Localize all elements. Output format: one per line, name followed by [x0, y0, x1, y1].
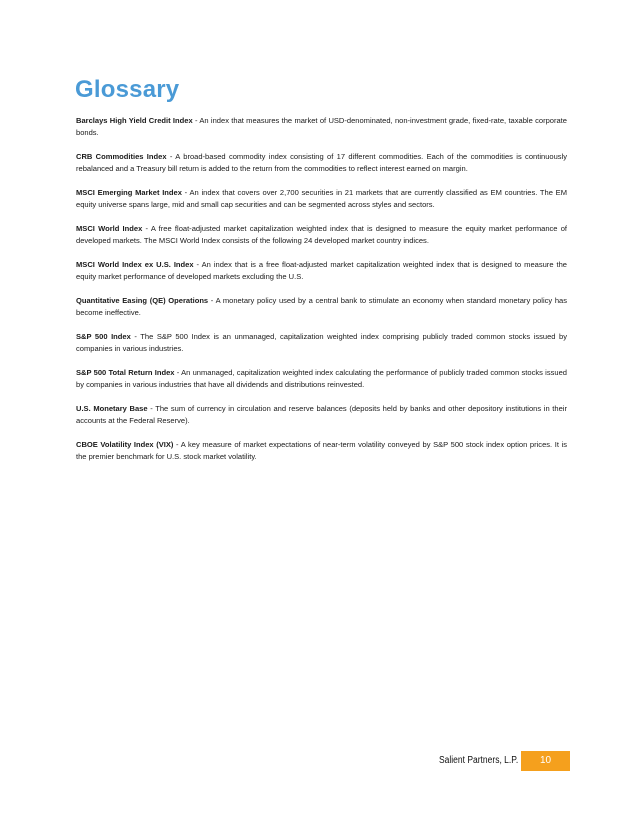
glossary-entry — [76, 295, 567, 319]
term-separator: - — [147, 404, 156, 413]
term-separator: - — [130, 332, 141, 341]
glossary-term: S&P 500 Total Return Index — [76, 368, 175, 377]
glossary-list — [76, 115, 567, 475]
glossary-term: Barclays High Yield Credit Index — [76, 116, 193, 125]
glossary-definition: A free float-adjusted market capitalization weighted index that is designed to measure the equity market performance of developed markets. The MSCI World Index consists of the following 24 developed market country indices. — [76, 224, 568, 245]
glossary-definition: An index that is a free float-adjusted market capitalization weighted index that is designed to measure the equity market performance of developed markets excluding the U.S. — [76, 260, 568, 281]
term-separator: - — [173, 440, 181, 449]
glossary-definition: A monetary policy used by a central bank to stimulate an economy when standard monetary policy has become ineffective. — [76, 296, 568, 317]
glossary-entry — [76, 331, 567, 355]
glossary-term: MSCI World Index ex U.S. Index — [76, 260, 194, 269]
glossary-term: MSCI World Index — [76, 224, 143, 233]
glossary-term: MSCI Emerging Market Index — [76, 188, 182, 197]
page-title: Glossary — [75, 76, 180, 103]
term-separator: - — [193, 260, 202, 269]
term-separator: - — [166, 152, 176, 161]
glossary-definition: The S&P 500 Index is an unmanaged, capitalization weighted index comprising publicly traded common stocks issued by companies in various industries. — [76, 332, 567, 353]
term-separator: - — [181, 188, 190, 197]
glossary-term: CRB Commodities Index — [76, 152, 167, 161]
glossary-entry — [76, 259, 567, 283]
glossary-entry — [76, 367, 567, 391]
glossary-entry — [76, 187, 567, 211]
term-separator: - — [208, 296, 216, 305]
glossary-entry — [76, 115, 567, 139]
page-footer — [0, 751, 640, 771]
glossary-entry — [76, 439, 567, 463]
glossary-definition: A key measure of market expectations of near-term volatility conveyed by S&P 500 stock index option prices. It is the premier benchmark for U.S. stock market volatility. — [76, 440, 568, 461]
glossary-entry — [76, 223, 567, 247]
glossary-term: CBOE Volatility Index (VIX) — [76, 440, 174, 449]
page-number: 10 — [521, 751, 570, 771]
company-name: Salient Partners, L.P. — [438, 755, 518, 766]
term-separator: - — [174, 368, 182, 377]
glossary-definition: An unmanaged, capitalization weighted index calculating the performance of publicly traded common stocks issued by companies in various industries that have all dividends and distributions reinvested. — [76, 368, 567, 389]
term-separator: - — [142, 224, 151, 233]
glossary-term: Quantitative Easing (QE) Operations — [76, 296, 209, 305]
term-separator: - — [192, 116, 200, 125]
glossary-definition: The sum of currency in circulation and reserve balances (deposits held by banks and other depository institutions in their accounts at the Federal Reserve). — [76, 404, 567, 425]
glossary-entry — [76, 151, 567, 175]
glossary-term: S&P 500 Index — [76, 332, 131, 341]
glossary-definition: An index that covers over 2,700 securities in 21 markets that are currently classified as EM countries. The EM equity universe spans large, mid and small cap securities and can be segmented across styles and sectors. — [76, 188, 567, 209]
glossary-term: U.S. Monetary Base — [76, 404, 148, 413]
glossary-entry — [76, 403, 567, 427]
glossary-definition: An index that measures the market of USD-denominated, non-investment grade, fixed-rate, taxable corporate bonds. — [76, 116, 567, 137]
glossary-definition: A broad-based commodity index consisting of 17 different commodities. Each of the commodities is continuously rebalanced and a Treasury bill return is added to the return from the commodities to reflect interest earned on margin. — [76, 152, 568, 173]
